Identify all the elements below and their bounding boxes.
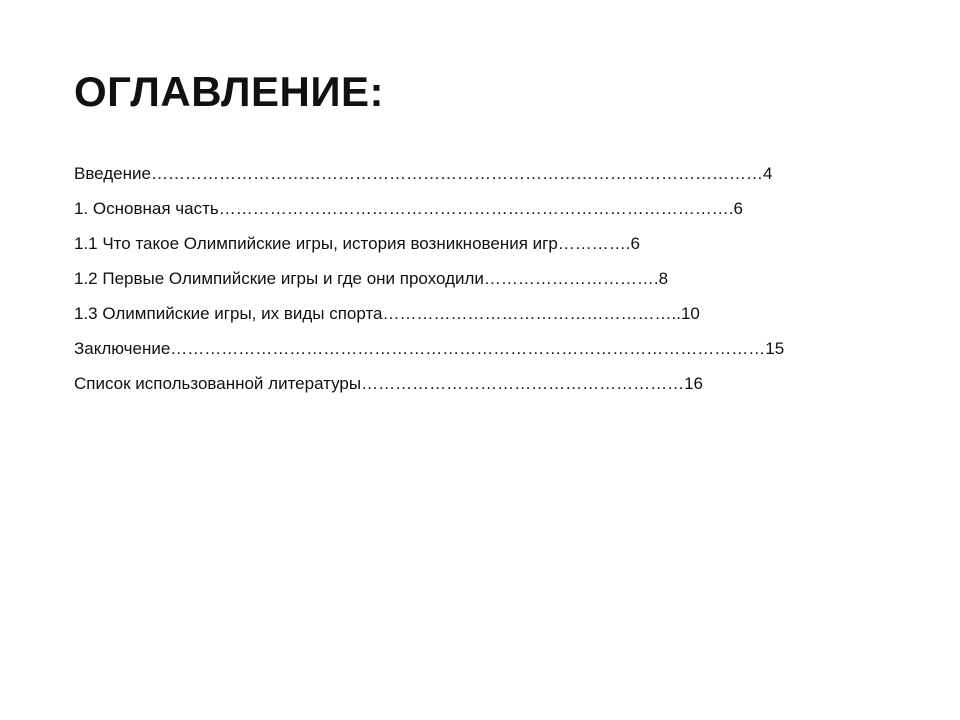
table-of-contents bbox=[74, 156, 784, 401]
toc-entry-references: Список использованной литературы…………………………………………………16 bbox=[74, 374, 704, 393]
toc-entry-1-2: 1.2 Первые Олимпийские игры и где они проходили………………………….8 bbox=[74, 269, 669, 288]
page-title: ОГЛАВЛЕНИЕ: bbox=[74, 68, 385, 115]
toc-entry-1-1: 1.1 Что такое Олимпийские игры, история возникновения игр………….6 bbox=[74, 234, 640, 253]
toc-entry-1-3: 1.3 Олимпийские игры, их виды спорта……………………………………………..10 bbox=[74, 304, 700, 323]
toc-entry-conclusion: Заключение……………………………………………………………………………………………15 bbox=[74, 339, 785, 358]
toc-entry-introduction: Введение………………………………………………………………………………………………4 bbox=[74, 164, 773, 183]
toc-entry-main-part: 1. Основная часть……………………………………………………………………………….6 bbox=[74, 199, 743, 218]
